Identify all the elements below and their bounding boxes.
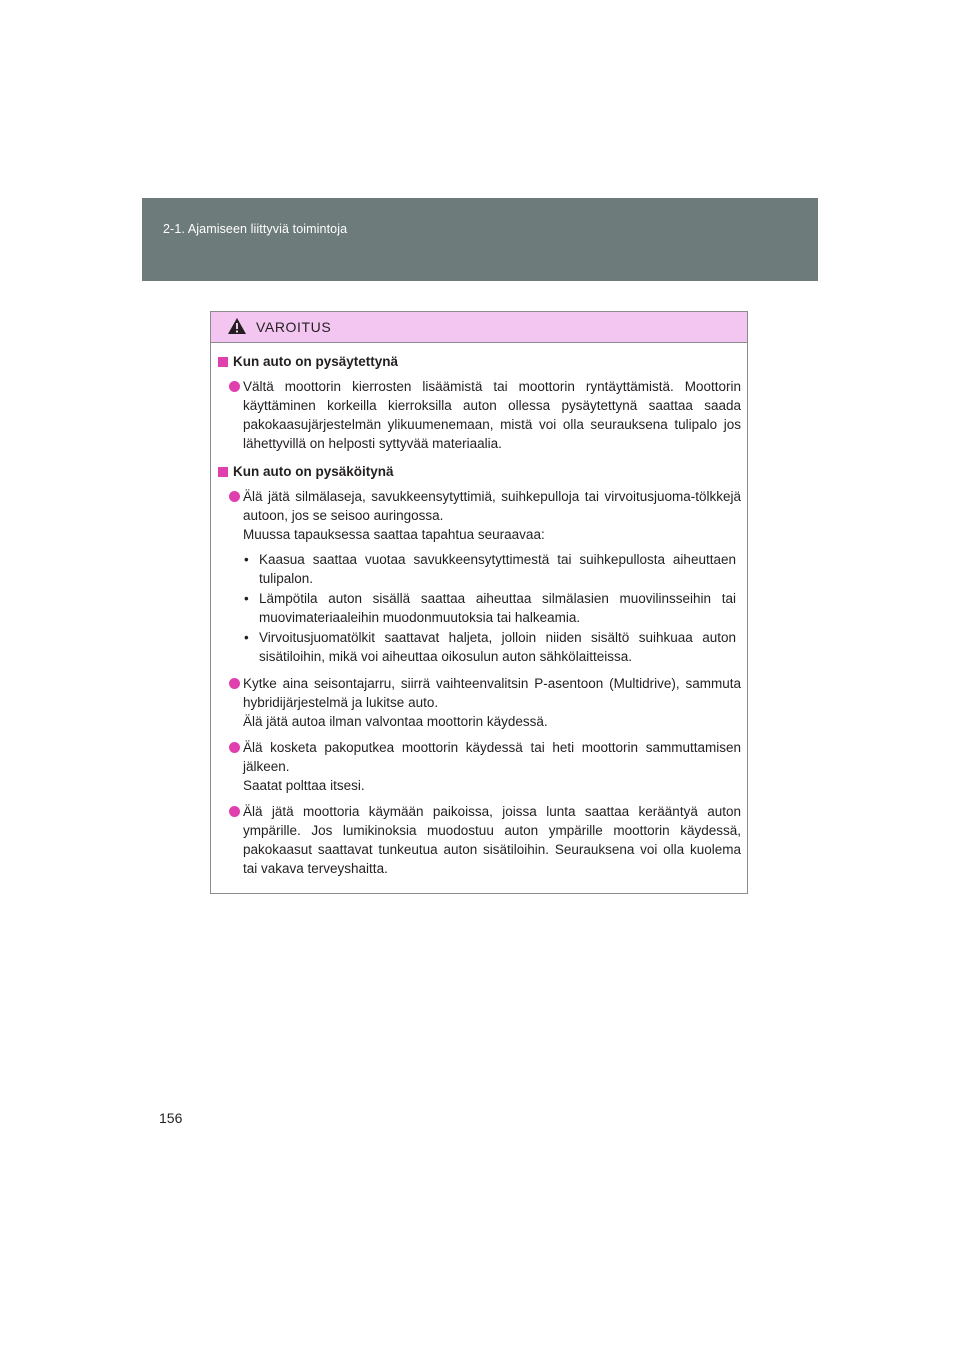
- paragraph: [218, 377, 741, 453]
- list-item: • Kaasua saattaa vuotaa savukkeensytyttimestä tai suihkepullosta aiheuttaen tulipalon.: [244, 552, 736, 586]
- list-item: • Virvoitusjuomatölkit saattavat haljeta, jolloin niiden sisältö suihkuaa auton sisätiloihin, mikä voi aiheuttaa oikosulun auton sähkölaitteissa.: [244, 630, 736, 664]
- circle-bullet-icon: [229, 491, 240, 502]
- warning-body: [211, 343, 747, 878]
- warning-box: [210, 311, 748, 894]
- square-bullet-icon: [218, 357, 228, 367]
- circle-bullet-icon: [229, 381, 240, 392]
- paragraph-text: Kytke aina seisontajarru, siirrä vaihteenvalitsin P-asentoon (Multidrive), sammuta hybridijärjestelmä ja lukitse auto.: [243, 676, 741, 710]
- paragraph: [218, 802, 741, 878]
- paragraph-text: Muussa tapauksessa saattaa tapahtua seuraavaa:: [243, 527, 545, 542]
- sub-bullet-list: [243, 550, 741, 666]
- paragraph: [218, 738, 741, 795]
- paragraph-text: Älä jätä autoa ilman valvontaa moottorin käydessä.: [243, 714, 548, 729]
- page-number: 156: [159, 1110, 183, 1126]
- warning-title: VAROITUS: [256, 319, 332, 335]
- section-heading-stopped: Kun auto on pysäytettynä: [218, 352, 741, 371]
- paragraph-text: Älä jätä silmälaseja, savukkeensytyttimiä, suihkepulloja tai virvoitusjuoma-tölkkejä autoon, jos se seisoo auringossa.: [243, 489, 741, 523]
- paragraph-text: Älä kosketa pakoputkea moottorin käydessä tai heti moottorin sammuttamisen jälkeen.: [243, 740, 741, 774]
- section-header-band: [142, 198, 818, 281]
- circle-bullet-icon: [229, 678, 240, 689]
- paragraph: [218, 487, 741, 667]
- square-bullet-icon: [218, 467, 228, 477]
- section-title: 2-1. Ajamiseen liittyviä toimintoja: [163, 222, 348, 236]
- paragraph-text: Vältä moottorin kierrosten lisäämistä tai moottorin ryntäyttämistä. Moottorin käyttäminen korkeilla kierroksilla auton ollessa pysäytettynä saattaa saada pakokaasujärjestelmän ylikuumenemaan, mistä voi olla seurauksena tulipalo jos lähettyvillä on helposti syttyvää materiaalia.: [243, 379, 741, 451]
- paragraph: [218, 674, 741, 731]
- warning-header: [211, 312, 747, 343]
- section-heading-parked: Kun auto on pysäköitynä: [218, 462, 741, 481]
- list-item: • Lämpötila auton sisällä saattaa aiheuttaa silmälasien muovilinsseihin tai muovimateriaaleihin muodonmuutoksia tai halkeamia.: [244, 591, 736, 625]
- circle-bullet-icon: [229, 742, 240, 753]
- warning-triangle-icon: [227, 317, 247, 335]
- paragraph-text: Saatat polttaa itsesi.: [243, 778, 365, 793]
- circle-bullet-icon: [229, 806, 240, 817]
- paragraph-text: Älä jätä moottoria käymään paikoissa, joissa lunta saattaa kerääntyä auton ympärille. Jos lumikinoksia muodostuu auton ympärille moottorin käydessä, pakokaasut saattavat tunkeutua auton sisätiloihin. Seurauksena voi olla kuolema tai vakava terveyshaitta.: [243, 804, 741, 876]
